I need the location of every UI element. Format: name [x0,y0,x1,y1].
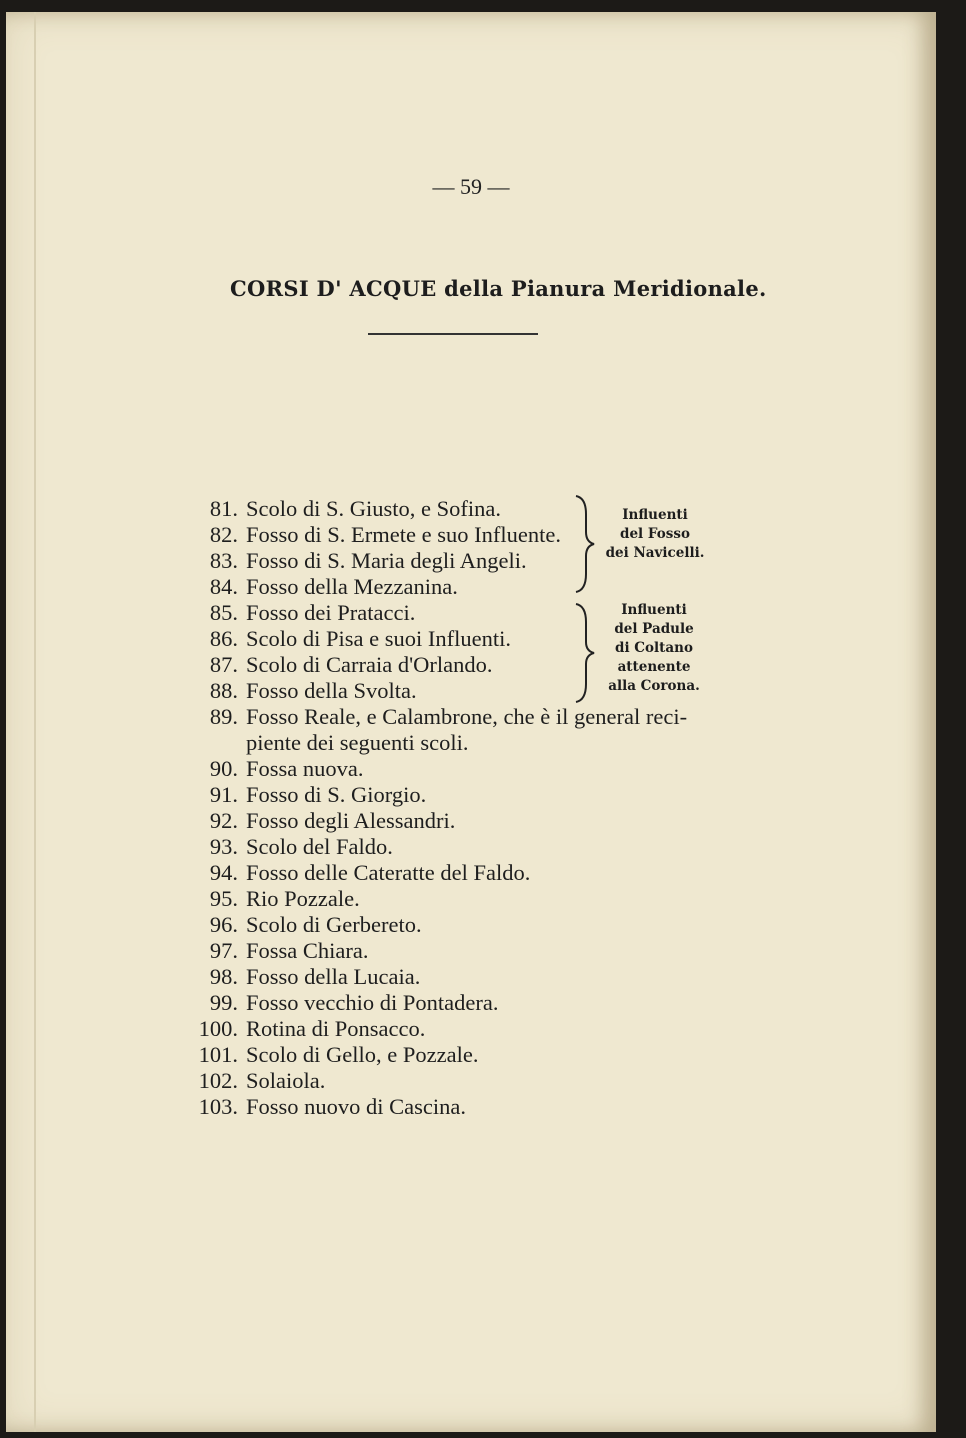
list-item: 96. Scolo di Gerbereto. [209,912,422,937]
list-item: 92. Fosso degli Alessandri. [209,808,456,833]
list-item: 98. Fosso della Lucaia. [209,964,421,989]
list-item: 82. Fosso di S. Ermete e suo Influente. [209,522,561,547]
section-title: CORSI D' ACQUE della Pianura Meridionale. [230,276,767,301]
list-item: 103. Fosso nuovo di Cascina. [198,1094,467,1119]
list-item: 88. Fosso della Svolta. [209,678,417,703]
list-item: 93. Scolo del Faldo. [209,834,393,859]
list-item: 91. Fosso di S. Giorgio. [209,782,427,807]
title-rule [368,333,538,335]
list-item: 83. Fosso di S. Maria degli Angeli. [209,548,527,573]
list-item: 84. Fosso della Mezzanina. [209,574,458,599]
margin-note-navicelli: Influenti del Fosso dei Navicelli. [605,507,705,561]
list-item: 94. Fosso delle Cateratte del Faldo. [209,860,531,885]
list-item: 89. Fosso Reale, e Calambrone, che è il general reci- [209,704,688,729]
list-item: 85. Fosso dei Pratacci. [209,600,416,625]
list-item: 87. Scolo di Carraia d'Orlando. [209,652,493,677]
page-gutter [34,12,36,1432]
list-item: 81. Scolo di S. Giusto, e Sofina. [209,496,502,521]
list-item: 97. Fossa Chiara. [209,938,369,963]
list-item: 86. Scolo di Pisa e suoi Influenti. [209,626,511,651]
list-item: 102. Solaiola. [198,1068,326,1093]
list-item: 99. Fosso vecchio di Pontadera. [209,990,499,1015]
list-item: 90. Fossa nuova. [209,756,364,781]
list-item-continuation: piente dei seguenti scoli. [246,730,469,755]
list-item: 100. Rotina di Ponsacco. [198,1016,426,1041]
margin-note-coltano: Influenti del Padule di Coltano attenente alla Corona. [608,602,700,694]
list-item: 101. Scolo di Gello, e Pozzale. [198,1042,479,1067]
brace-icon [574,602,596,704]
page-number: — 59 — [432,174,510,199]
list-item: 95. Rio Pozzale. [209,886,360,911]
book-page [6,12,936,1432]
